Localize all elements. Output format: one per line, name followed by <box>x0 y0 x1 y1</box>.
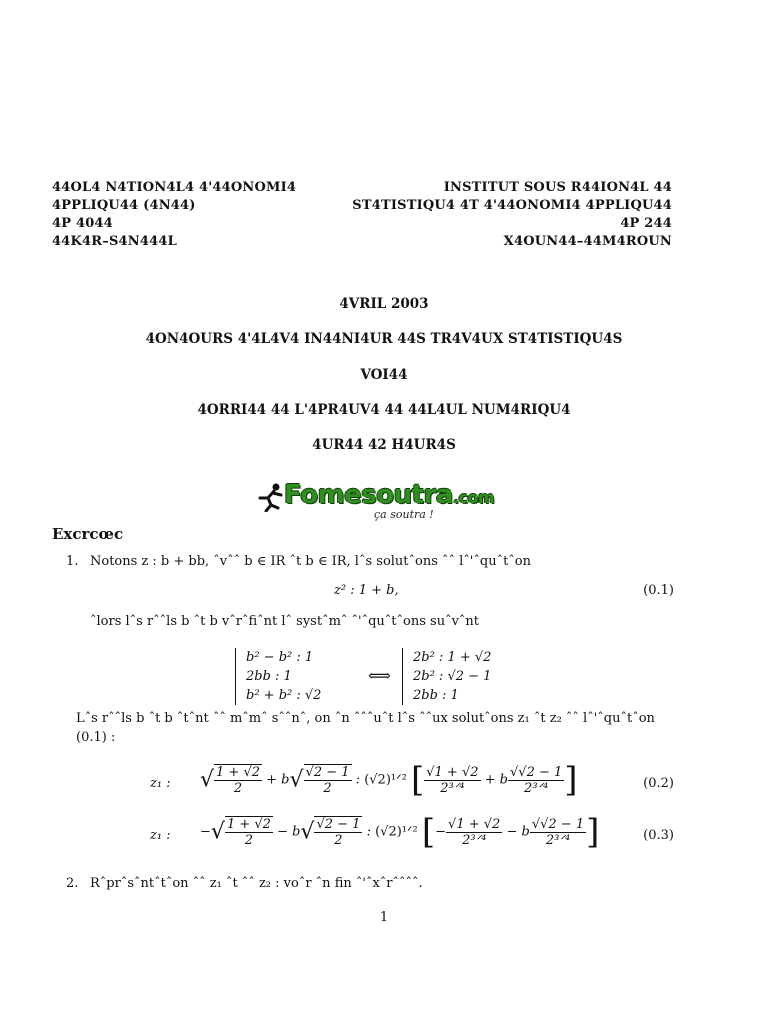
equation-number-0-3: (0.3) <box>643 828 674 843</box>
system-right <box>402 648 491 705</box>
item2-text: Rˆprˆsˆntˆtˆon ˆˆ z₁ ˆt ˆˆ z₂ : voˆr ˆn fin ˆ'ˆxˆrˆˆˆˆ. <box>90 876 423 891</box>
corrige-title: 4ORRI44 44 L'4PR4UV4 44 44L4UL NUM4RIQU4 <box>197 402 571 418</box>
equation-0-2: √ $\frac{1 + √2}{2}$ + b√ $\frac{√2 - 1}{2}$ : (√2)¹ᐟ² [ $\frac{√1 + √2}{\text{2³ᐟ⁴}}$ + b $\frac{√√2 - 1}{\text{2³ᐟ⁴}}$ ] <box>200 760 578 800</box>
header-right-line-4: X4OUN44–44M4ROUN <box>503 234 672 249</box>
alors-text: ˆlors lˆs rˆˆls b ˆt b vˆrˆfiˆnt lˆ systˆmˆ ˆ'ˆquˆtˆons suˆvˆnt <box>90 614 480 629</box>
header-left-line-1: 44OL4 N4TION4L4 4'44ONOMI4 <box>52 180 297 195</box>
header-left-line-3: 4P 4044 <box>52 216 113 231</box>
item1-text: Notons z : b + bb, ˆvˆˆ b ∈ IR ˆt b ∈ IR, lˆs solutˆons ˆˆ lˆ'ˆquˆtˆon <box>90 554 532 569</box>
header-right-line-1: INSTITUT SOUS R44ION4L 44 <box>443 180 672 195</box>
system-right-row: 2b² : 1 + √2 <box>413 650 492 665</box>
system-left <box>235 648 321 705</box>
equation-number-0-2: (0.2) <box>643 776 674 791</box>
logo-domain: .com <box>452 488 495 507</box>
equation-0-1: z² : 1 + b, <box>334 583 399 598</box>
conclusion-line-2: (0.1) : <box>76 730 116 745</box>
equation-0-3: −√ $\frac{1 + √2}{2}$ − b√ $\frac{√2 - 1}{2}$ : (√2)¹ᐟ² [− $\frac{√1 + √2}{\text{2³ᐟ⁴}}$ − b $\frac{√√2 - 1}{\text{2³ᐟ⁴}}$ ] <box>200 812 600 852</box>
duree-title: 4UR44 42 H4UR4S <box>312 437 456 453</box>
date-title: 4VRIL 2003 <box>339 296 429 312</box>
voie-title: VOI44 <box>360 367 408 383</box>
exercise-heading: Excrcœc <box>52 525 124 543</box>
concours-title: 4ON4OURS 4'4L4V4 IN44NI4UR 44S TR4V4UX ST4TISTIQU4S <box>145 331 623 347</box>
page-number: 1 <box>379 910 389 925</box>
runner-icon <box>256 482 286 512</box>
z1-label-eq2: z₁ : <box>150 776 171 791</box>
system-right-row: 2b² : √2 − 1 <box>413 669 492 684</box>
logo-brand: Fomesoutra.com <box>284 480 495 510</box>
z1-label-eq3: z₁ : <box>150 828 171 843</box>
header-left-line-2: 4PPLIQU44 (4N44) <box>52 198 196 213</box>
item1-number: 1. <box>66 554 79 569</box>
system-right-row: 2bb : 1 <box>413 688 459 703</box>
system-left-row: b² + b² : √2 <box>246 688 322 703</box>
equivalence-symbol: ⟺ <box>368 666 391 685</box>
item2-number: 2. <box>66 876 79 891</box>
system-left-row: b² − b² : 1 <box>246 650 314 665</box>
system-left-row: 2bb : 1 <box>246 669 292 684</box>
conclusion-line-1: Lˆs rˆˆls b ˆt b ˆtˆnt ˆˆ mˆmˆ sˆˆnˆ, on ˆn ˆˆˆuˆt lˆs ˆˆux solutˆons z₁ ˆt z₂ ˆˆ lˆ'ˆquˆtˆon <box>76 711 655 726</box>
header-right-line-3: 4P 244 <box>620 216 672 231</box>
header-right-line-2: ST4TISTIQU4 4T 4'44ONOMI4 4PPLIQU44 <box>352 198 672 213</box>
fomesoutra-logo <box>256 478 495 524</box>
logo-slogan: ça soutra ! <box>374 508 434 521</box>
header-left-line-4: 44K4R–S4N444L <box>52 234 177 249</box>
equation-number-0-1: (0.1) <box>643 583 674 598</box>
